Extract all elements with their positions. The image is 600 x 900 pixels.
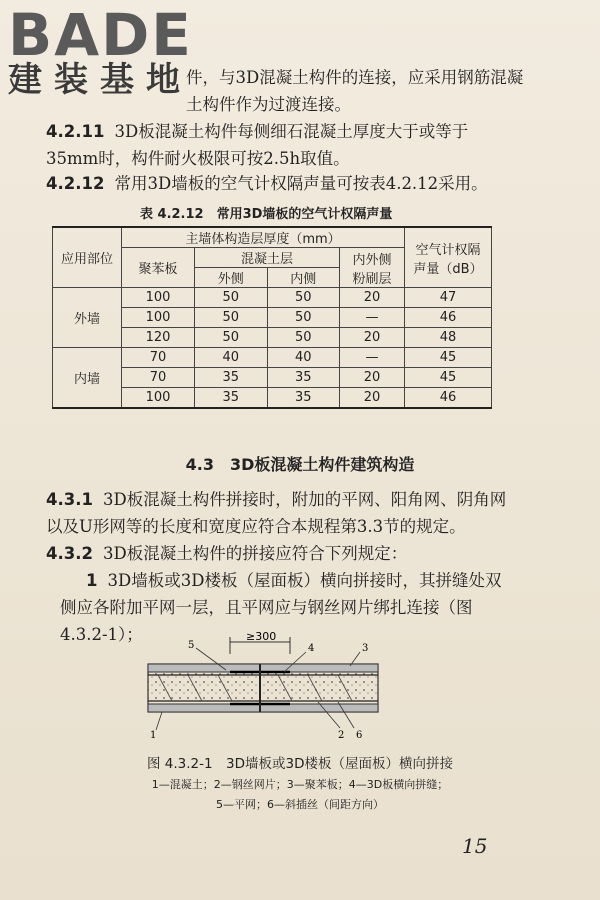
paragraph-top-text: 件，与3D混凝土构件的连接，应采用钢筋混凝土构件作为过渡连接。 [186,68,524,114]
group-inner-wall: 内墙 [53,348,122,409]
cell: 100 [122,308,195,328]
label-1: 1 [150,730,157,741]
sound-insulation-table [52,226,492,409]
clause-text: 3D板混凝土构件拼接时，附加的平网、阳角网、阴角网 [102,490,507,509]
table-row [53,288,492,308]
table-caption: 表 4.2.12 常用3D墙板的空气计权隔声量 [140,207,393,222]
figure-legend-2: 5—平网；6—斜插丝（间距方向） [216,798,384,811]
watermark-logo [8,1,193,100]
header-insulation: 聚苯板 [122,248,195,288]
figure-legend-1: 1—混凝土；2—钢丝网片；3—聚苯板；4—3D板横向拼缝； [151,778,449,791]
header-main: 主墙体构造层厚度（mm） [122,227,405,248]
cell: 50 [195,308,268,328]
clause-4-3-1 [46,486,526,540]
label-4: 4 [308,643,315,654]
clause-number: 4.3.1 [46,490,93,509]
cell: — [340,308,405,328]
clause-4-3-2 [46,540,526,567]
clause-text: 3D板混凝土构件的拼接应符合下列规定： [102,544,408,563]
cell: 20 [340,288,405,308]
header-sound [405,227,492,288]
section-heading: 4.3 3D板混凝土构件建筑构造 [185,455,415,474]
clause-text: 以及U形网等的长度和宽度应符合本规程第3.3节的规定。 [46,517,466,536]
cell: 45 [405,348,492,368]
cell: 120 [122,328,195,348]
label-5: 5 [188,640,195,651]
header-concrete: 混凝土层 [195,248,340,268]
clause-text: 3D板混凝土构件每侧细石混凝土厚度大于或等于 [114,122,469,141]
figure-caption: 图 4.3.2-1 3D墙板或3D楼板（屋面板）横向拼接 [146,756,454,772]
joint-diagram [138,632,388,742]
logo-brand: BADE [8,1,193,69]
cell: 50 [267,288,340,308]
header-outer: 外侧 [195,268,268,288]
paragraph-top [186,64,526,118]
cell: 45 [405,368,492,388]
cell: 46 [405,388,492,409]
cell: 70 [122,368,195,388]
cell: 50 [195,288,268,308]
clause-text: 35mm时，构件耐火极限可按2.5h取值。 [46,149,350,168]
table-row [53,348,492,368]
cell: 70 [122,348,195,368]
cell: 35 [195,368,268,388]
clause-text: 常用3D墙板的空气计权隔声量可按表4.2.12采用。 [114,174,488,193]
cell: 20 [340,328,405,348]
cell: 50 [195,328,268,348]
cell: 46 [405,308,492,328]
cell: 35 [195,388,268,409]
cell: 47 [405,288,492,308]
cell: 40 [195,348,268,368]
header-sound-line1: 空气计权隔 [415,242,481,258]
clause-number: 4.2.11 [46,122,105,141]
cell: 50 [267,328,340,348]
label-2: 2 [338,730,345,741]
header-plaster [340,248,405,288]
label-6: 6 [356,730,363,741]
header-position: 应用部位 [53,227,122,288]
header-plaster-line2: 粉刷层 [352,271,392,287]
cell: 35 [267,368,340,388]
cell: 50 [267,308,340,328]
cell: 35 [267,388,340,409]
logo-chinese: 建装基地 [8,60,192,100]
cell: 20 [340,388,405,409]
clause-4-2-11 [46,118,526,172]
cell: 40 [267,348,340,368]
header-sound-line2: 声量（dB） [413,261,483,277]
item-number: 1 [86,571,98,590]
cell: 48 [405,328,492,348]
dimension-label: ≥300 [246,632,277,643]
header-plaster-line1: 内外侧 [352,252,392,268]
item-text: 3D墙板或3D楼板（屋面板）横向拼接时，其拼缝处双 [107,571,502,590]
clause-number: 4.2.12 [46,174,105,193]
clause-4-2-12 [46,170,526,197]
label-3: 3 [362,643,369,654]
item-text: 4.3.2-1）； [60,625,143,644]
cell: 20 [340,368,405,388]
header-inner: 内侧 [267,268,340,288]
cell: 100 [122,288,195,308]
cell: 100 [122,388,195,409]
group-outer-wall: 外墙 [53,288,122,348]
cell: — [340,348,405,368]
page-number: 15 [462,834,488,858]
clause-number: 4.3.2 [46,544,93,563]
item-text: 侧应各附加平网一层，且平网应与钢丝网片绑扎连接（图 [60,598,473,617]
